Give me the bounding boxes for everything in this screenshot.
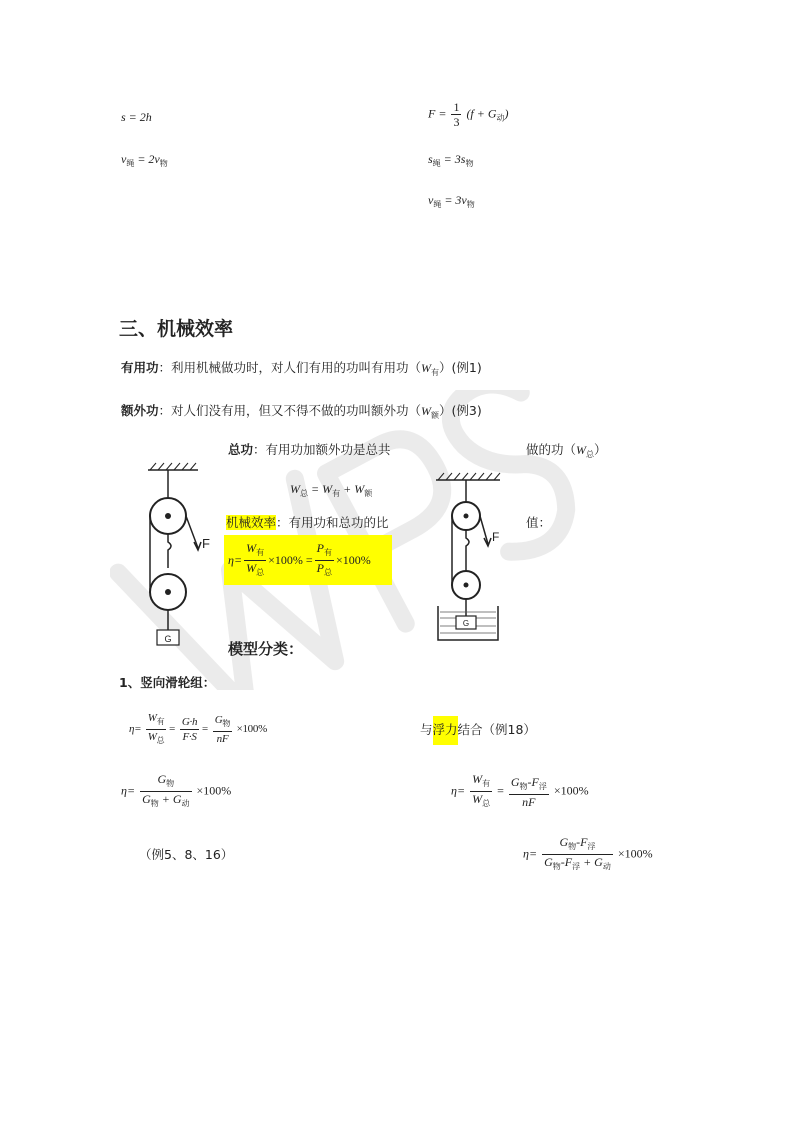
formula-f-third: F = $\frac{1}{3}$ $(f + G_动)$ bbox=[428, 100, 509, 129]
pulley-diagram-left bbox=[130, 458, 230, 648]
examples-reference: （例5、8、16） bbox=[139, 847, 234, 862]
weight-label-left: G bbox=[164, 634, 172, 644]
extra-work-definition: 额外功：对人们没有用，但又不得不做的功叫额外功$(W_额)$(例3) bbox=[121, 403, 482, 420]
total-work-definition: 总功：有用功加额外功是总共 bbox=[228, 442, 391, 457]
weight-label-right: G bbox=[462, 619, 470, 628]
formula-efficiency-no-buoyancy: η= $\frac{G_物}{G_物 + G_动}$ ×100% bbox=[121, 772, 232, 808]
efficiency-definition: 机械效率：有用功和总功的比 bbox=[226, 515, 389, 530]
model-title: 模型分类： bbox=[228, 640, 304, 658]
formula-v-rope-2: $v_绳 = 2v_物$ bbox=[121, 152, 168, 168]
total-work-definition-tail: 做的功$(W_总)$ bbox=[526, 442, 607, 459]
efficiency-formula: η= $\frac{W_有}{W_总}$ ×100% = $\frac{P_有}{P_总}$ ×100% bbox=[224, 535, 392, 585]
formula-s-rope-3: $s_绳 = 3s_物$ bbox=[428, 152, 474, 168]
efficiency-definition-tail: 值： bbox=[526, 515, 552, 530]
useful-work-definition: 有用功：利用机械做功时，对人们有用的功叫有用功$(W_有)$(例1) bbox=[121, 360, 482, 377]
formula-v-rope-3: $v_绳 = 3v_物$ bbox=[428, 193, 475, 209]
formula-efficiency-buoyancy-nf: η= $\frac{W_有}{W_总}$ = $\frac{G_物-F_浮}{nF}$ ×100% bbox=[451, 772, 589, 809]
buoyancy-note: 与浮力结合（例18） bbox=[420, 720, 536, 738]
section-title: 三、机械效率 bbox=[119, 318, 234, 340]
formula-efficiency-buoyancy-dynamic: η= $\frac{G_物-F_浮}{G_物-F_浮 + G_动}$ ×100% bbox=[523, 835, 653, 871]
formula-s-2h: s = 2h bbox=[121, 110, 152, 124]
force-label-left: F bbox=[202, 536, 210, 551]
force-label-right: F bbox=[492, 530, 500, 544]
formula-efficiency-vertical: η= $\frac{W_有}{W_总}$ = $\frac{G\cdot h}{F\cdot S}$ = $\frac{G_物}{nF}$ ×100% bbox=[129, 712, 267, 745]
total-work-formula: $W_总 = W_有 + W_额$ bbox=[290, 482, 373, 498]
vertical-pulley-title: 1、竖向滑轮组： bbox=[119, 675, 216, 690]
pulley-diagram-right bbox=[428, 468, 528, 646]
